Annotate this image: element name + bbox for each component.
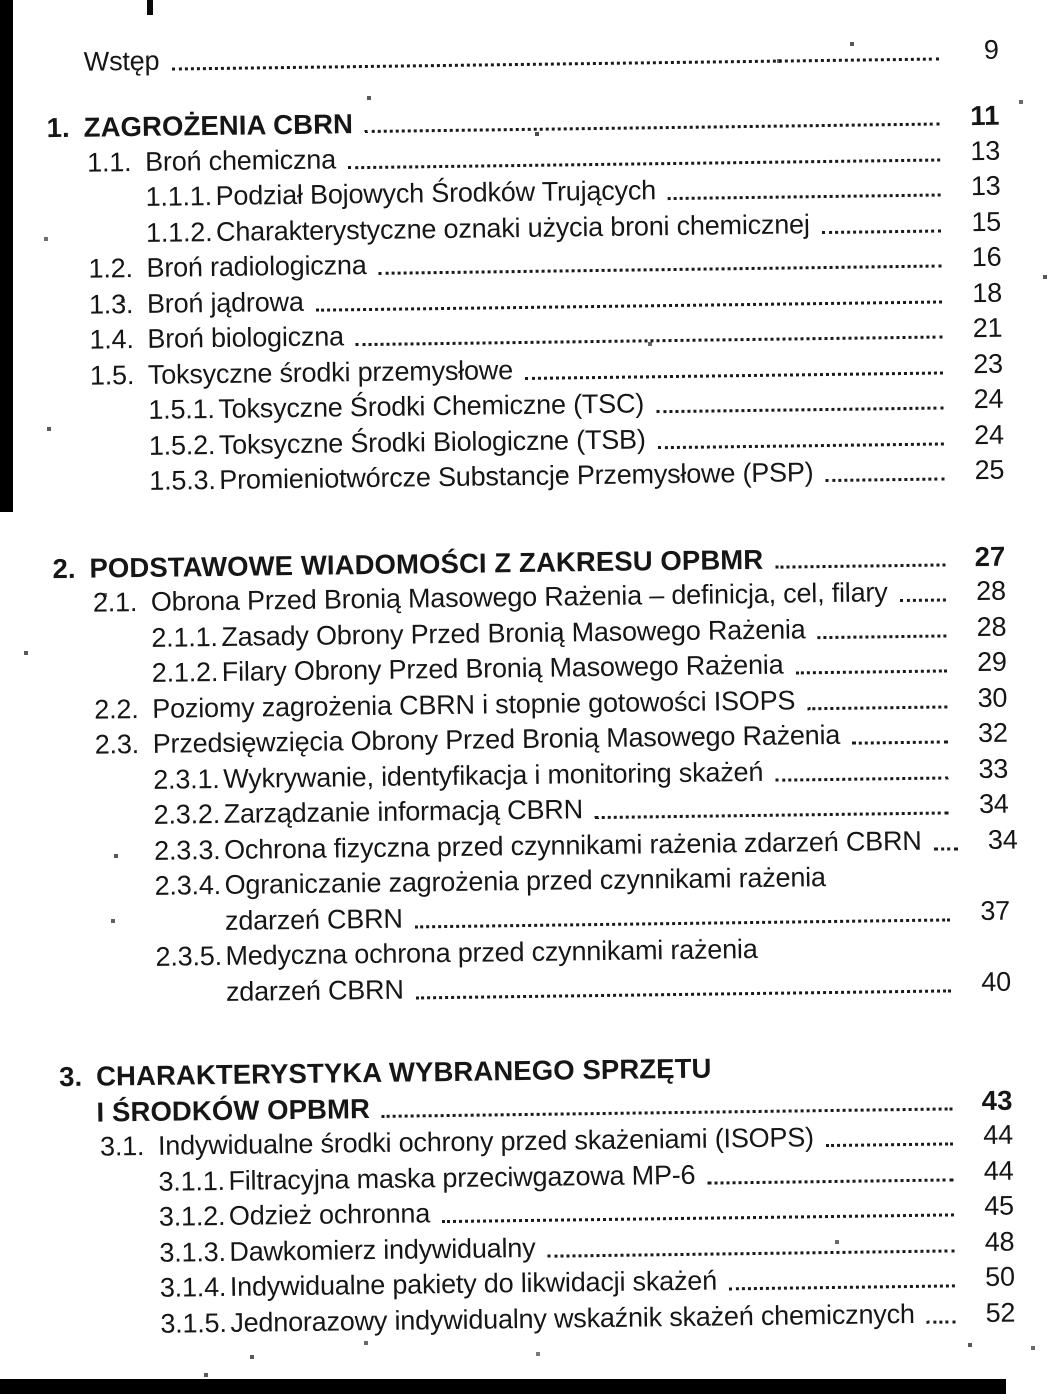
entry-title: I ŚRODKÓW OPBMR: [96, 1092, 371, 1128]
dot-leader: [356, 335, 943, 346]
dot-leader: [826, 1142, 953, 1147]
entry-title: ZAGROŻENIA CBRN: [83, 108, 354, 143]
dot-leader: [348, 158, 940, 169]
page-number: 13: [970, 135, 1001, 166]
entry-title: Odzież ochronna: [228, 1198, 431, 1231]
entry-title: Ograniczanie zagrożenia przed czynnikami rażenia: [224, 862, 826, 900]
page-number: 48: [984, 1226, 1015, 1257]
entry-number: 3.1.4.: [159, 1271, 227, 1303]
page-number: 30: [977, 682, 1008, 713]
entry-title: Dawkomierz indywidualny: [229, 1232, 536, 1267]
entry-title: Broń chemiczna: [144, 143, 337, 177]
page-number: 18: [972, 277, 1003, 308]
dot-leader: [415, 918, 950, 928]
dot-leader: [927, 1320, 956, 1323]
entry-title: zdarzeń CBRN: [225, 974, 404, 1007]
page-number: 24: [973, 419, 1004, 450]
dot-leader: [382, 1107, 953, 1117]
page-number: 33: [978, 753, 1009, 784]
entry-title: Charakterystyczne oznaki użycia broni chemicznej: [215, 208, 810, 247]
dot-leader: [729, 1284, 955, 1290]
entry-title: Medyczna ochrona przed czynnikami rażenia: [225, 933, 758, 971]
entry-number: 2.1.2.: [151, 656, 219, 688]
entry-number: 1.5.: [89, 359, 135, 391]
dot-leader: [547, 1249, 954, 1257]
dot-leader: [807, 705, 947, 710]
page-number: 44: [983, 1155, 1014, 1186]
page-number: 32: [977, 717, 1008, 749]
page-number: 52: [985, 1297, 1016, 1328]
entry-title: Obrona Przed Bronią Masowego Rażenia – definicja, cel, filary: [150, 577, 888, 617]
page-number: 24: [973, 383, 1004, 415]
entry-number: 2.: [52, 552, 76, 584]
entry-title: Indywidualne pakiety do likwidacji skażeń: [229, 1265, 718, 1302]
dot-leader: [822, 229, 941, 234]
dot-leader: [900, 598, 946, 602]
dot-leader: [442, 1213, 954, 1223]
page-number: 50: [984, 1261, 1015, 1292]
page-number: 15: [971, 206, 1002, 237]
entry-title: Broń radiologiczna: [146, 250, 367, 283]
entry-title: Filary Obrony Przed Bronią Masowego Rażenia: [221, 649, 784, 687]
toc-section: [14, 1044, 1016, 1341]
page-number: 28: [975, 575, 1007, 607]
entry-number: 3.: [58, 1060, 83, 1093]
dot-leader: [525, 371, 943, 379]
page-number: 25: [974, 454, 1005, 486]
entry-number: 3.1.3.: [159, 1236, 226, 1268]
entry-title: Zarządzanie informacją CBRN: [223, 794, 584, 829]
page-number: 40: [981, 966, 1012, 997]
page-number: 34: [978, 788, 1009, 820]
entry-number: 1.: [46, 111, 71, 144]
page-number: 45: [984, 1190, 1015, 1222]
entry-title: Toksyczne Środki Chemiczne (TSC): [218, 388, 645, 424]
dot-leader: [658, 442, 944, 449]
dot-leader: [826, 477, 945, 482]
entry-title: Promieniotwórcze Substancje Przemysłowe (PSP): [219, 457, 814, 495]
page-number: 9: [983, 34, 999, 65]
page-number: 16: [971, 241, 1002, 273]
entry-title: Poziomy zagrożenia CBRN i stopnie gotowości ISOPS: [152, 684, 796, 724]
page-number: 44: [983, 1119, 1014, 1151]
page-number: 29: [976, 646, 1007, 678]
dot-leader: [416, 989, 951, 999]
entry-number: 2.1.1.: [151, 621, 218, 653]
entry-number: 3.1.1.: [158, 1165, 226, 1197]
entry-number: 3.1.: [99, 1130, 145, 1162]
entry-title: Indywidualne środki ochrony przed skażeniami (ISOPS): [157, 1122, 815, 1161]
entry-number: 1.3.: [88, 288, 134, 320]
entry-title: Wykrywanie, identyfikacja i monitoring skażeń: [223, 756, 764, 794]
entry-title: PODSTAWOWE WIADOMOŚCI Z ZAKRESU OPBMR: [89, 543, 764, 584]
entry-number: 2.3.2.: [153, 798, 221, 830]
entry-title: Broń biologiczna: [147, 321, 345, 354]
entry-number: 1.2.: [88, 253, 133, 284]
entry-number: 1.5.3.: [149, 465, 216, 496]
entry-title: Jednorazowy indywidualny wskaźnik skażeń chemicznych: [230, 1298, 915, 1338]
dot-leader: [171, 57, 938, 70]
entry-title: Ochrona fizyczna przed czynnikami rażenia zdarzeń CBRN: [223, 825, 922, 865]
entry-title: Toksyczne środki przemysłowe: [147, 354, 514, 390]
entry-number: 2.1.: [92, 587, 138, 618]
entry-number: 2.3.5.: [155, 940, 223, 972]
entry-number: 3.1.2.: [158, 1200, 226, 1232]
entry-number: 3.1.5.: [160, 1307, 227, 1339]
dot-leader: [852, 740, 948, 744]
entry-title: Toksyczne Środki Biologiczne (TSB): [218, 423, 646, 460]
entry-title: Filtracyjna maska przeciwgazowa MP-6: [228, 1159, 696, 1196]
page-number: 13: [970, 170, 1001, 202]
entry-number: 1.5.1.: [148, 394, 215, 425]
entry-number: 1.4.: [89, 324, 134, 355]
dot-leader: [668, 193, 941, 200]
dot-leader: [656, 406, 943, 413]
entry-number: 2.3.: [94, 729, 140, 760]
page-number: 23: [973, 348, 1004, 379]
scan-artifact-bottom-bar: [0, 1379, 1006, 1394]
entry-title: Podział Bojowych Środków Trujących: [215, 175, 657, 211]
page-number: 11: [970, 99, 1000, 132]
dot-leader: [365, 122, 940, 133]
entry-number: 2.3.4.: [154, 869, 222, 901]
entry-number: 2.2.: [94, 693, 139, 725]
entry-number: 1.5.2.: [148, 429, 216, 461]
dot-leader: [775, 776, 948, 781]
entry-number: 2.3.1.: [153, 763, 220, 795]
entry-number: 2.3.3.: [153, 834, 221, 866]
entry-title: zdarzeń CBRN: [224, 903, 403, 936]
page-number: 28: [976, 611, 1007, 642]
entry-title: CHARAKTERYSTYKA WYBRANEGO SPRZĘTU: [95, 1052, 712, 1092]
dot-leader: [707, 1178, 953, 1184]
dot-leader: [934, 847, 958, 850]
entry-number: 1.1.1.: [145, 181, 213, 212]
entry-number: 1.1.2.: [145, 216, 213, 248]
entry-title: Broń jądrowa: [146, 286, 304, 319]
entry-title: Przedsięwzięcia Obrony Przed Bronią Masowego Rażenia: [152, 719, 841, 759]
entry-number: 1.1.: [86, 146, 132, 178]
dot-leader: [775, 563, 945, 568]
page-number: 37: [980, 895, 1011, 926]
dot-leader: [796, 669, 947, 674]
toc-entry: [1, 30, 999, 79]
entry-title: Wstęp: [83, 45, 160, 77]
dot-leader: [818, 634, 947, 639]
toc-section: [1, 95, 1004, 499]
dot-leader: [595, 811, 949, 819]
page-number: 34: [987, 824, 1018, 855]
dot-leader: [379, 264, 942, 274]
toc-section: [7, 536, 1018, 1011]
page-number: 21: [972, 312, 1003, 344]
entry-title: Zasady Obrony Przed Bronią Masowego Rażenia: [221, 613, 806, 652]
page-number: 27: [974, 540, 1006, 572]
page-number: 43: [981, 1084, 1013, 1116]
